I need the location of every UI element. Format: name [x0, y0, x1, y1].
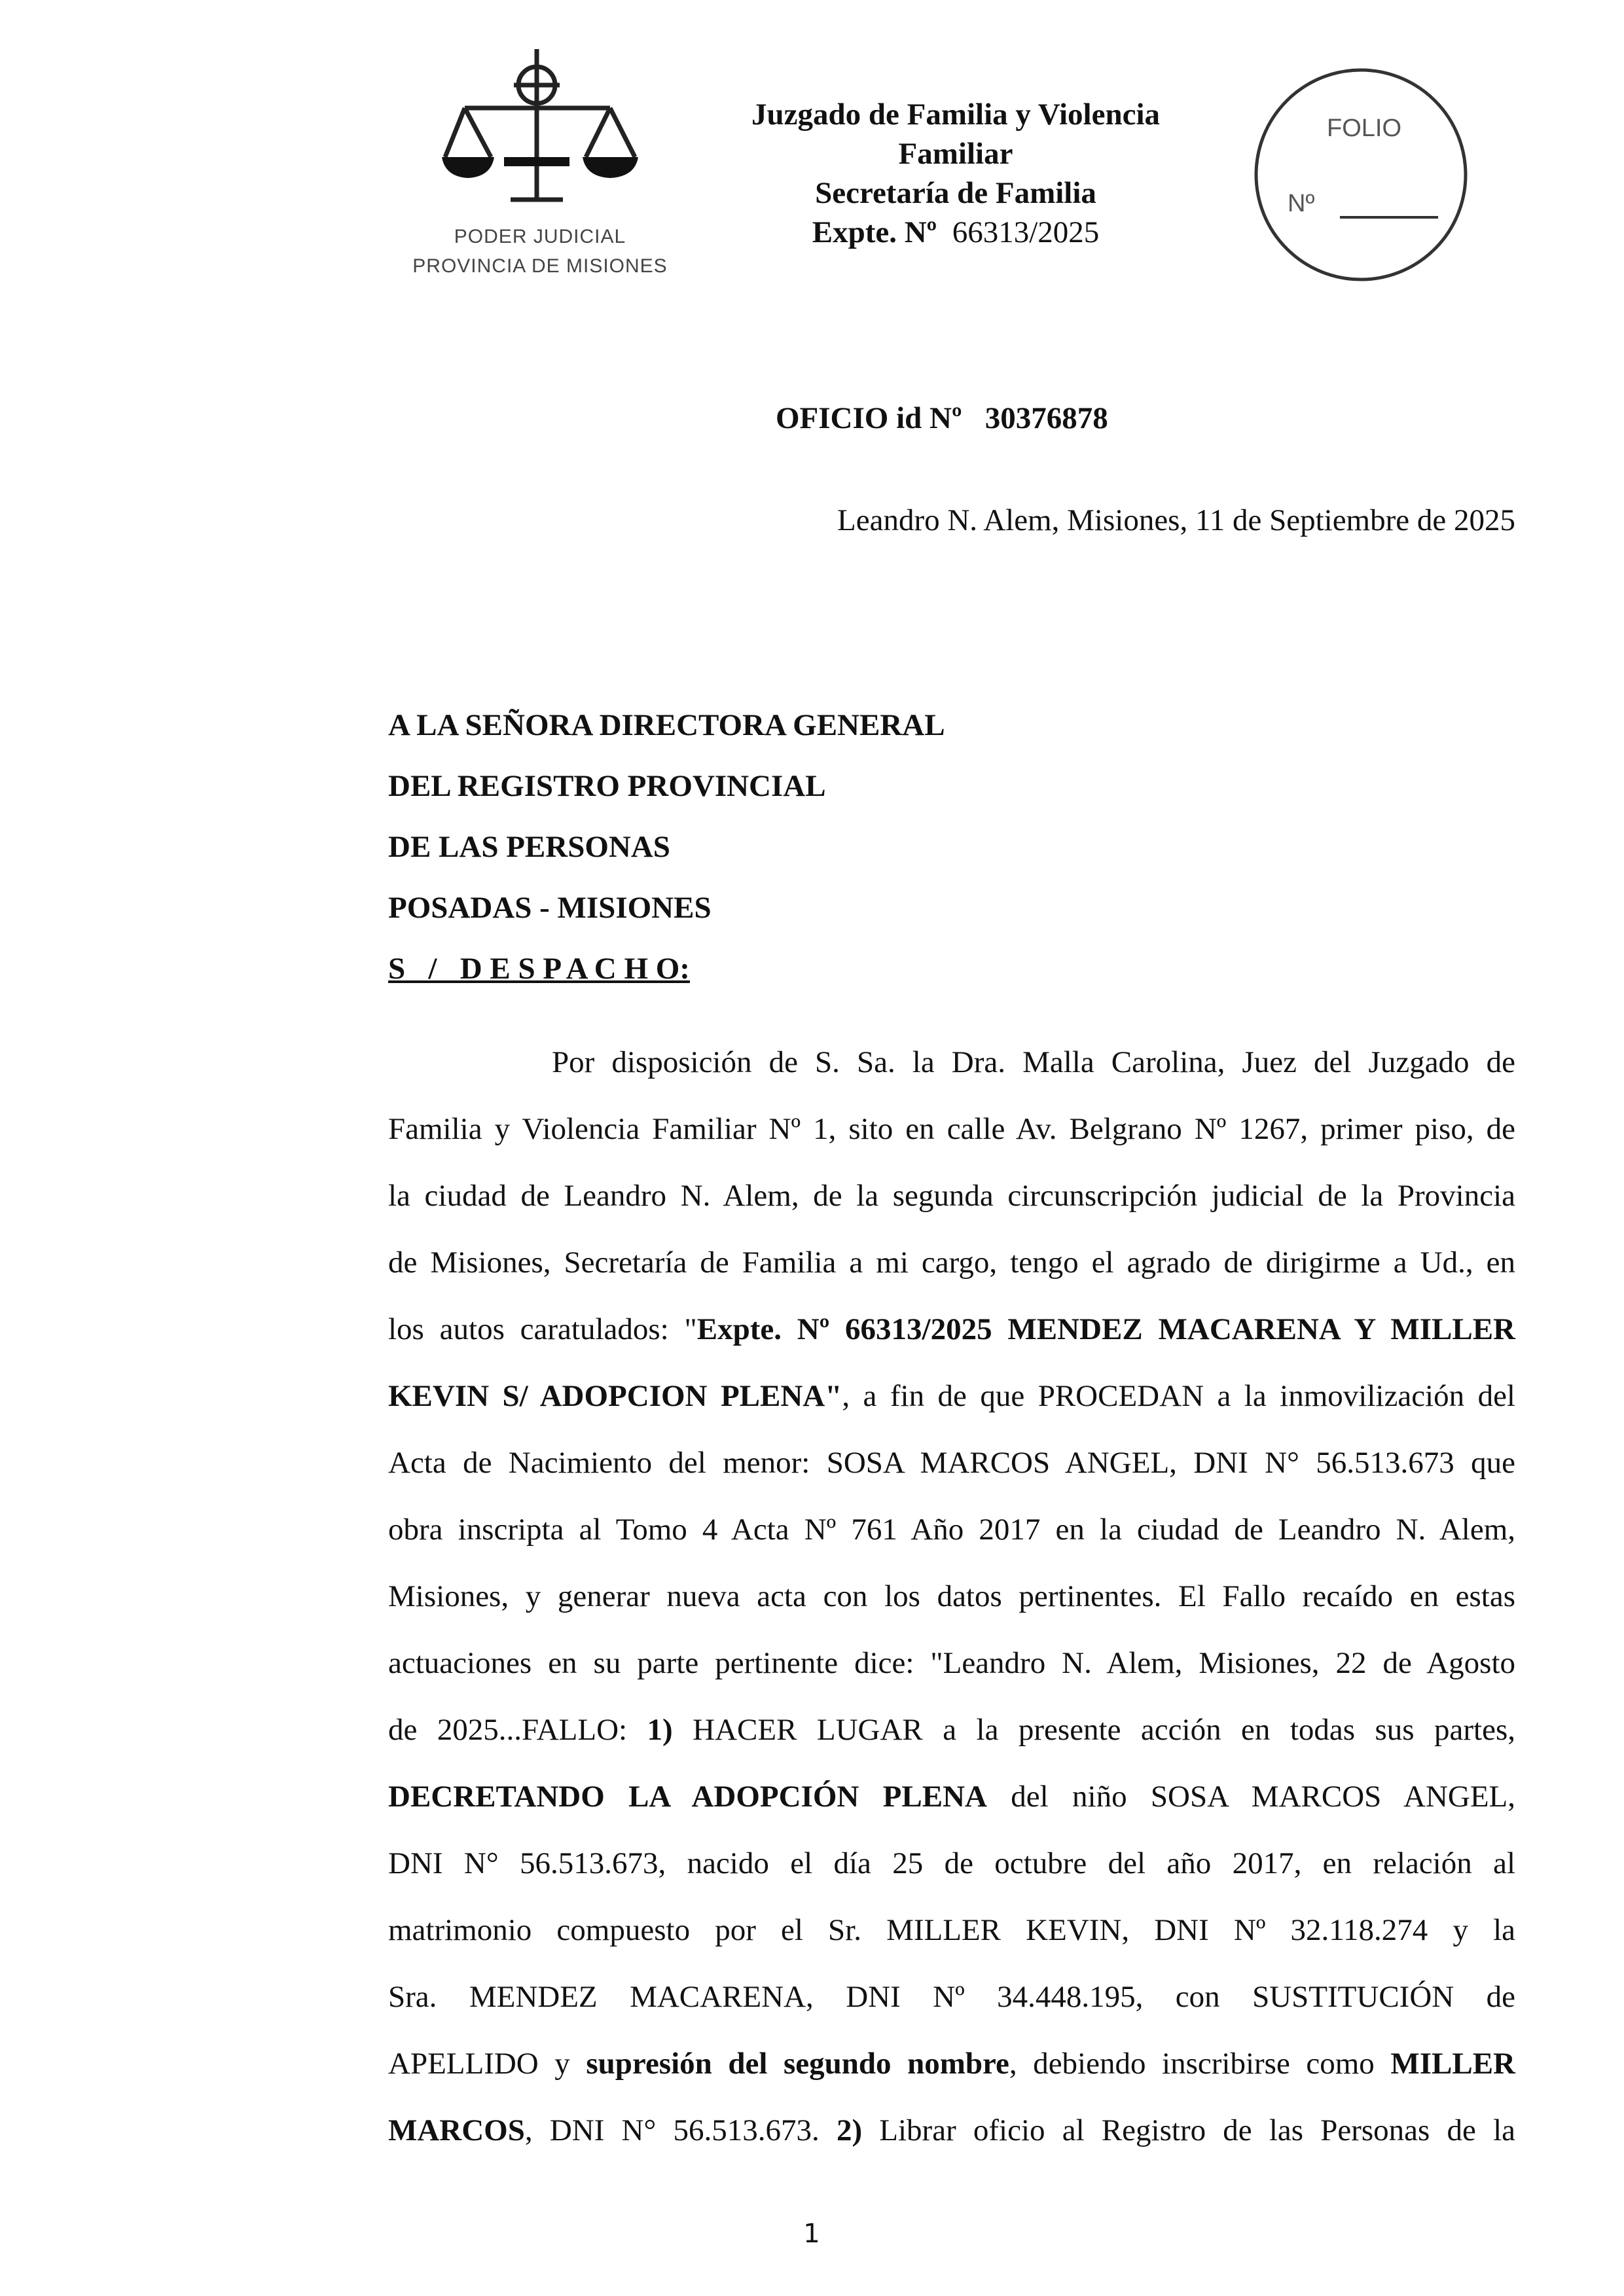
- text-run: APELLIDO y: [388, 2047, 586, 2081]
- case-number-label: Expte. Nº: [812, 215, 937, 249]
- bold-text-run: 2): [836, 2113, 863, 2147]
- body-line: [388, 1696, 1515, 1763]
- body-line: [388, 1496, 1515, 1563]
- text-run: la ciudad de Leandro N. Alem, de la segunda circunscripción judicial de la Provincia: [388, 1179, 1515, 1213]
- body-line: [388, 1029, 1515, 1096]
- body-line: [388, 1630, 1515, 1696]
- addressee-line-4: POSADAS - MISIONES: [388, 891, 712, 925]
- text-run: DNI N° 56.513.673, nacido el día 25 de octubre del año 2017, en relación al: [388, 1846, 1515, 1880]
- page-number: 1: [803, 2219, 820, 2249]
- bold-text-run: supresión del segundo nombre: [586, 2047, 1009, 2081]
- scales-of-justice-icon: [439, 39, 641, 229]
- addressee-line-1: A LA SEÑORA DIRECTORA GENERAL: [388, 708, 945, 742]
- body-line: [388, 1096, 1515, 1162]
- court-name-line-1: Juzgado de Familia y Violencia: [751, 98, 1161, 132]
- stamp-circle-icon: [1252, 65, 1471, 285]
- text-run: los autos caratulados: ": [388, 1312, 697, 1346]
- addressee-block: [388, 695, 1501, 999]
- text-run: , a fin de que PROCEDAN a la inmovilización del: [842, 1379, 1515, 1413]
- text-run: del niño SOSA MARCOS ANGEL,: [986, 1780, 1515, 1814]
- text-run: de Misiones, Secretaría de Familia a mi cargo, tengo el agrado de dirigirme a Ud., en: [388, 1246, 1515, 1280]
- case-number-line: [687, 213, 1224, 252]
- body-paragraph: [388, 1029, 1515, 2164]
- addressee-line-3: DE LAS PERSONAS: [388, 830, 670, 864]
- body-line: [388, 1897, 1515, 1964]
- folio-stamp: [1252, 65, 1471, 285]
- court-name-line-2: Familiar: [898, 137, 1013, 171]
- bold-text-run: MARCOS: [388, 2113, 525, 2147]
- place-date: Leandro N. Alem, Misiones, 11 de Septiembre de 2025: [837, 503, 1515, 537]
- bold-text-run: Expte. Nº 66313/2025 MENDEZ MACARENA Y MILLER: [696, 1312, 1515, 1346]
- secretariat: Secretaría de Familia: [815, 176, 1096, 210]
- text-run: actuaciones en su parte pertinente dice: "Leandro N. Alem, Misiones, 22 de Agosto: [388, 1646, 1515, 1680]
- body-line: [388, 1563, 1515, 1630]
- bold-text-run: DECRETANDO LA ADOPCIÓN PLENA: [388, 1780, 987, 1814]
- body-line: [388, 1296, 1515, 1363]
- text-run: obra inscripta al Tomo 4 Acta Nº 761 Año 2017 en la ciudad de Leandro N. Alem,: [388, 1513, 1515, 1547]
- addressee-line-2: DEL REGISTRO PROVINCIAL: [388, 769, 826, 803]
- text-run: Sra. MENDEZ MACARENA, DNI Nº 34.448.195, con SUSTITUCIÓN de: [388, 1980, 1515, 2014]
- text-run: Misiones, y generar nueva acta con los datos pertinentes. El Fallo recaído en estas: [388, 1579, 1515, 1613]
- bold-text-run: MILLER: [1390, 2047, 1515, 2081]
- court-header: [687, 95, 1224, 252]
- logo-line-1: PODER JUDICIAL: [454, 226, 626, 247]
- text-run: Librar oficio al Registro de las Personas de la: [862, 2113, 1515, 2147]
- body-line: [388, 1363, 1515, 1429]
- body-line: [388, 2097, 1515, 2164]
- court-logo: [403, 39, 677, 295]
- text-run: de 2025...FALLO:: [388, 1713, 647, 1747]
- text-run: , DNI N° 56.513.673.: [524, 2113, 837, 2147]
- oficio-title: [776, 401, 1108, 436]
- stamp-number-label: Nº: [1288, 190, 1315, 217]
- case-number: 66313/2025: [952, 215, 1100, 249]
- body-line: [388, 1162, 1515, 1229]
- body-line: [388, 1964, 1515, 2030]
- body-line: [388, 1830, 1515, 1897]
- bold-text-run: 1): [647, 1713, 673, 1747]
- text-run: Por disposición de S. Sa. la Dra. Malla Carolina, Juez del Juzgado de: [552, 1045, 1515, 1079]
- body-line: [388, 1429, 1515, 1496]
- oficio-number: 30376878: [984, 401, 1108, 435]
- text-run: Familia y Violencia Familiar Nº 1, sito en calle Av. Belgrano Nº 1267, primer piso, de: [388, 1112, 1515, 1146]
- stamp-title: FOLIO: [1327, 115, 1402, 142]
- text-run: HACER LUGAR a la presente acción en todas sus partes,: [672, 1713, 1515, 1747]
- text-run: Acta de Nacimiento del menor: SOSA MARCOS ANGEL, DNI N° 56.513.673 que: [388, 1446, 1515, 1480]
- addressee-despacho: S / D E S P A C H O:: [388, 952, 690, 986]
- oficio-label: OFICIO id Nº: [776, 401, 962, 435]
- body-line: [388, 1229, 1515, 1296]
- text-run: , debiendo inscribirse como: [1009, 2047, 1391, 2081]
- logo-line-2: PROVINCIA DE MISIONES: [412, 255, 668, 277]
- body-line: [388, 2030, 1515, 2097]
- text-run: matrimonio compuesto por el Sr. MILLER KEVIN, DNI Nº 32.118.274 y la: [388, 1913, 1515, 1947]
- bold-text-run: KEVIN S/ ADOPCION PLENA": [388, 1379, 842, 1413]
- body-line: [388, 1763, 1515, 1830]
